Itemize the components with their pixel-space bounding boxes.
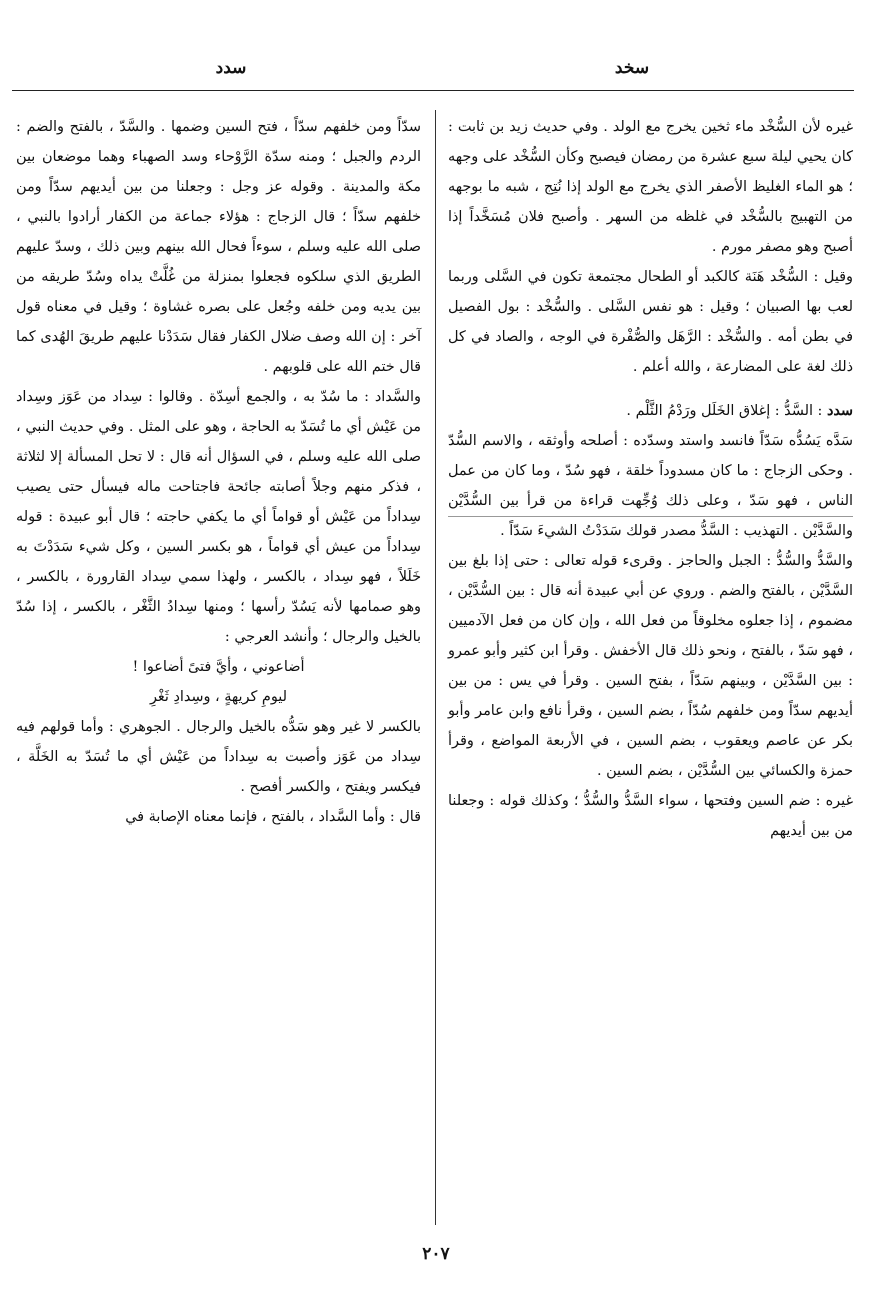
page-number: ٢٠٧ bbox=[422, 1244, 450, 1264]
header-rule bbox=[12, 90, 854, 91]
paragraph: والسَّدُّ والسُّدُّ : الجبل والحاجز . وقرىء قوله تعالى : حتى إذا بلغ بين السَّدَّيْن ، بالفتح والضم . وروي عن أبي عبيدة أنه قال : بين السُّدَّيْن ، مضموم ، إذا جعلوه مخلوقاً من فعل الله ، وإن كان من فعل الآدميين ، فهو سَدّ ، بالفتح ، ونحو ذلك قال الأخفش . وقرأ ابن كثير وأبو عمرو : بين السَّدَّيْن ، وبينهم سَدّاً ، بفتح السين . وقرأ في يس : من بين أيديهم سدّاً ومن خلفهم سُدّاً ، بضم السين ، وقرأ نافع وابن عامر وأبو بكر عن عاصم ويعقوب ، بضم السين ، في الأربعة المواضع ، وقرأ حمزة والكسائي بين السُّدَّيْن ، بضم السين . bbox=[448, 553, 853, 779]
right-column bbox=[448, 112, 853, 846]
paragraph: سَدَّه يَسُدُّه سَدّاً فانسد واستد وسدّده : أصلحه وأوثقه ، والاسم السُّدّ . وحكى الزجاج : ما كان مسدوداً خلقة ، فهو سُدّ ، وما كان من عمل الناس ، فهو سَدّ ، وعلى ذلك وُجِّهت قراءة من قرأ بين السُّدَّيْن والسَّدَّيْن . التهذيب : السَّدُّ مصدر قولك سَدَدْتُ الشيءَ سَدّاً . bbox=[448, 433, 853, 539]
column-divider bbox=[435, 110, 436, 1225]
paragraph: غيره : ضم السين وفتحها ، سواء السَّدُّ والسُّدُّ ؛ وكذلك قوله : وجعلنا من بين أيديهم bbox=[448, 793, 853, 839]
verse-line: ليومِ كريهةٍ ، وسِدادِ ثَغْرِ bbox=[149, 689, 287, 705]
running-head-left: سدد bbox=[215, 58, 247, 78]
paragraph: سدّاً ومن خلفهم سدّاً ، فتح السين وضمها . والسَّدّ ، بالفتح والضم : الردم والجبل ؛ ومنه سدّة الرَّوْحاء وسد الصهباء وهما موضعان بين مكة والمدينة . وقوله عز وجل : وجعلنا من بين أيديهم سدّاً ومن خلفهم سدّاً ؛ قال الزجاج : هؤلاء جماعة من الكفار أرادوا بالنبي ، صلى الله عليه وسلم ، سوءاً فحال الله بينهم وبين ذلك ، وسدّ عليهم الطريق الذي سلكوه فجعلوا بمنزلة من غُلَّتْ يداه وسُدّ طريقه من بين يديه ومن خلفه وجُعل على بصره غشاوة ؛ وقيل في معناه قول آخر : إن الله وصف ضلال الكفار فقال سَدَدْنا عليهم طريقَ الهُدى كما قال ختم الله على قلوبهم . bbox=[16, 119, 421, 375]
entry-separator bbox=[448, 516, 853, 517]
headword-definition: : السَّدُّ : إغلاق الخَلَل ورَدْمُ الثَّلْم . bbox=[626, 403, 823, 419]
verse-line: أضاعوني ، وأيَّ فتىً أضاعوا ! bbox=[132, 659, 305, 675]
entry-heading bbox=[448, 396, 853, 426]
paragraph: وقيل : السُّخْد هَنَة كالكبد أو الطحال مجتمعة تكون في السَّلى وربما لعب بها الصبيان ؛ وقيل : هو نفس السَّلى . والسُّخْد : بول الفصيل في بطن أمه . والسُّخْد : الرَّهَل والصُّفْرة في الوجه ، والصاد في كل ذلك لغة على المضارعة ، والله أعلم . bbox=[448, 269, 853, 375]
paragraph: غيره لأن السُّخْد ماء ثخين يخرج مع الولد . وفي حديث زيد بن ثابت : كان يحيي ليلة سبع عشرة من رمضان فيصبح وكأن السُّخْد على وجهه ؛ هو الماء الغليظ الأصفر الذي يخرج مع الولد إذا نُتِج ، شبه ما بوجهه من التهبيج بالسُّخْد في غلظه من السهر . وأصبح فلان مُسَخَّداً إذا أصبح وهو مصفر مورم . bbox=[448, 119, 853, 255]
headword: سدد bbox=[826, 402, 853, 419]
paragraph: بالكسر لا غير وهو سَدُّه بالخيل والرجال . الجوهري : وأما قولهم فيه سِداد من عَوَز وأصبت به سِداداً من عَيْش أي ما تُسَدّ به الخَلَّة ، فيكسر ويفتح ، والكسر أفصح . bbox=[16, 719, 421, 795]
running-head-right: سخد bbox=[614, 58, 650, 78]
left-column bbox=[16, 112, 421, 832]
paragraph: قال : وأما السَّداد ، بالفتح ، فإنما معناه الإصابة في bbox=[125, 809, 421, 825]
paragraph: والسَّداد : ما سُدّ به ، والجمع أسِدّة . وقالوا : سِداد من عَوَز وسِداد من عَيْش أي ما تُسَدّ به الحاجة ، وهو على المثل . وفي حديث النبي ، صلى الله عليه وسلم ، في السؤال أنه قال : لا تحل المسألة إلا لثلاثة ، فذكر منهم وجلاً أصابته جائحة فاجتاحت ماله فيسأل حتى يصيب سِداداً من عَيْش أو قواماً أي ما يكفي حاجته ؛ قال أبو عبيدة : قوله سِداداً من عيش أي قواماً ، هو بكسر السين ، وكل شيء سَدَدْتَ به خَلَلاً ، فهو سِداد ، بالكسر ، ولهذا سمي سِداد القارورة ، بالكسر ، وهو صمامها لأنه يَسُدّ رأسها ؛ ومنها سِدادُ الثَّغْر ، بالكسر ، إذا سُدّ بالخيل والرجال ؛ وأنشد العرجي : bbox=[16, 389, 421, 645]
